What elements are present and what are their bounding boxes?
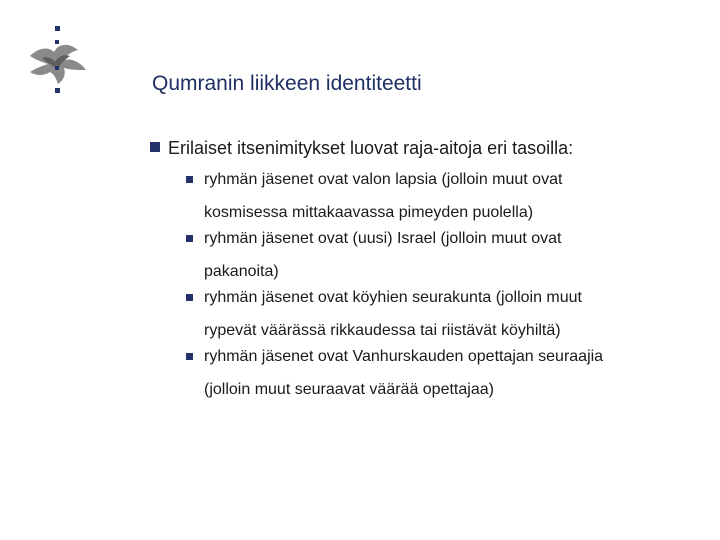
slide-title: Qumranin liikkeen identiteetti: [152, 72, 422, 95]
square-bullet-icon: [186, 353, 193, 360]
square-bullet-icon: [150, 142, 160, 152]
sub-bullet-line: ryhmän jäsenet ovat valon lapsia (jolloin muut ovat: [204, 171, 563, 188]
main-bullet-point: [150, 138, 573, 159]
sub-bullet-line: rypevät väärässä rikkaudessa tai riistävät köyhiltä): [204, 322, 561, 339]
square-bullet-icon: [186, 235, 193, 242]
sub-bullet-line: ryhmän jäsenet ovat Vanhurskauden opettajan seuraajia: [204, 348, 604, 365]
sub-bullet-line: (jolloin muut seuraavat väärää opettajaa): [204, 381, 494, 398]
square-bullet-icon: [186, 176, 193, 183]
sub-bullet-item: [186, 281, 686, 347]
sub-bullet-line: ryhmän jäsenet ovat köyhien seurakunta (jolloin muut: [204, 289, 582, 306]
main-bullet-text: Erilaiset itsenimitykset luovat raja-aitoja eri tasoilla:: [168, 138, 574, 158]
sub-bullet-item: [186, 222, 686, 288]
sub-bullet-line: kosmisessa mittakaavassa pimeyden puolella): [204, 204, 534, 221]
sub-bullet-item: [186, 340, 686, 406]
sub-bullet-item: [186, 163, 686, 229]
university-logo-icon: [22, 26, 94, 98]
sub-bullet-line: pakanoita): [204, 263, 279, 280]
square-bullet-icon: [186, 294, 193, 301]
sub-bullet-line: ryhmän jäsenet ovat (uusi) Israel (jolloin muut ovat: [204, 230, 562, 247]
